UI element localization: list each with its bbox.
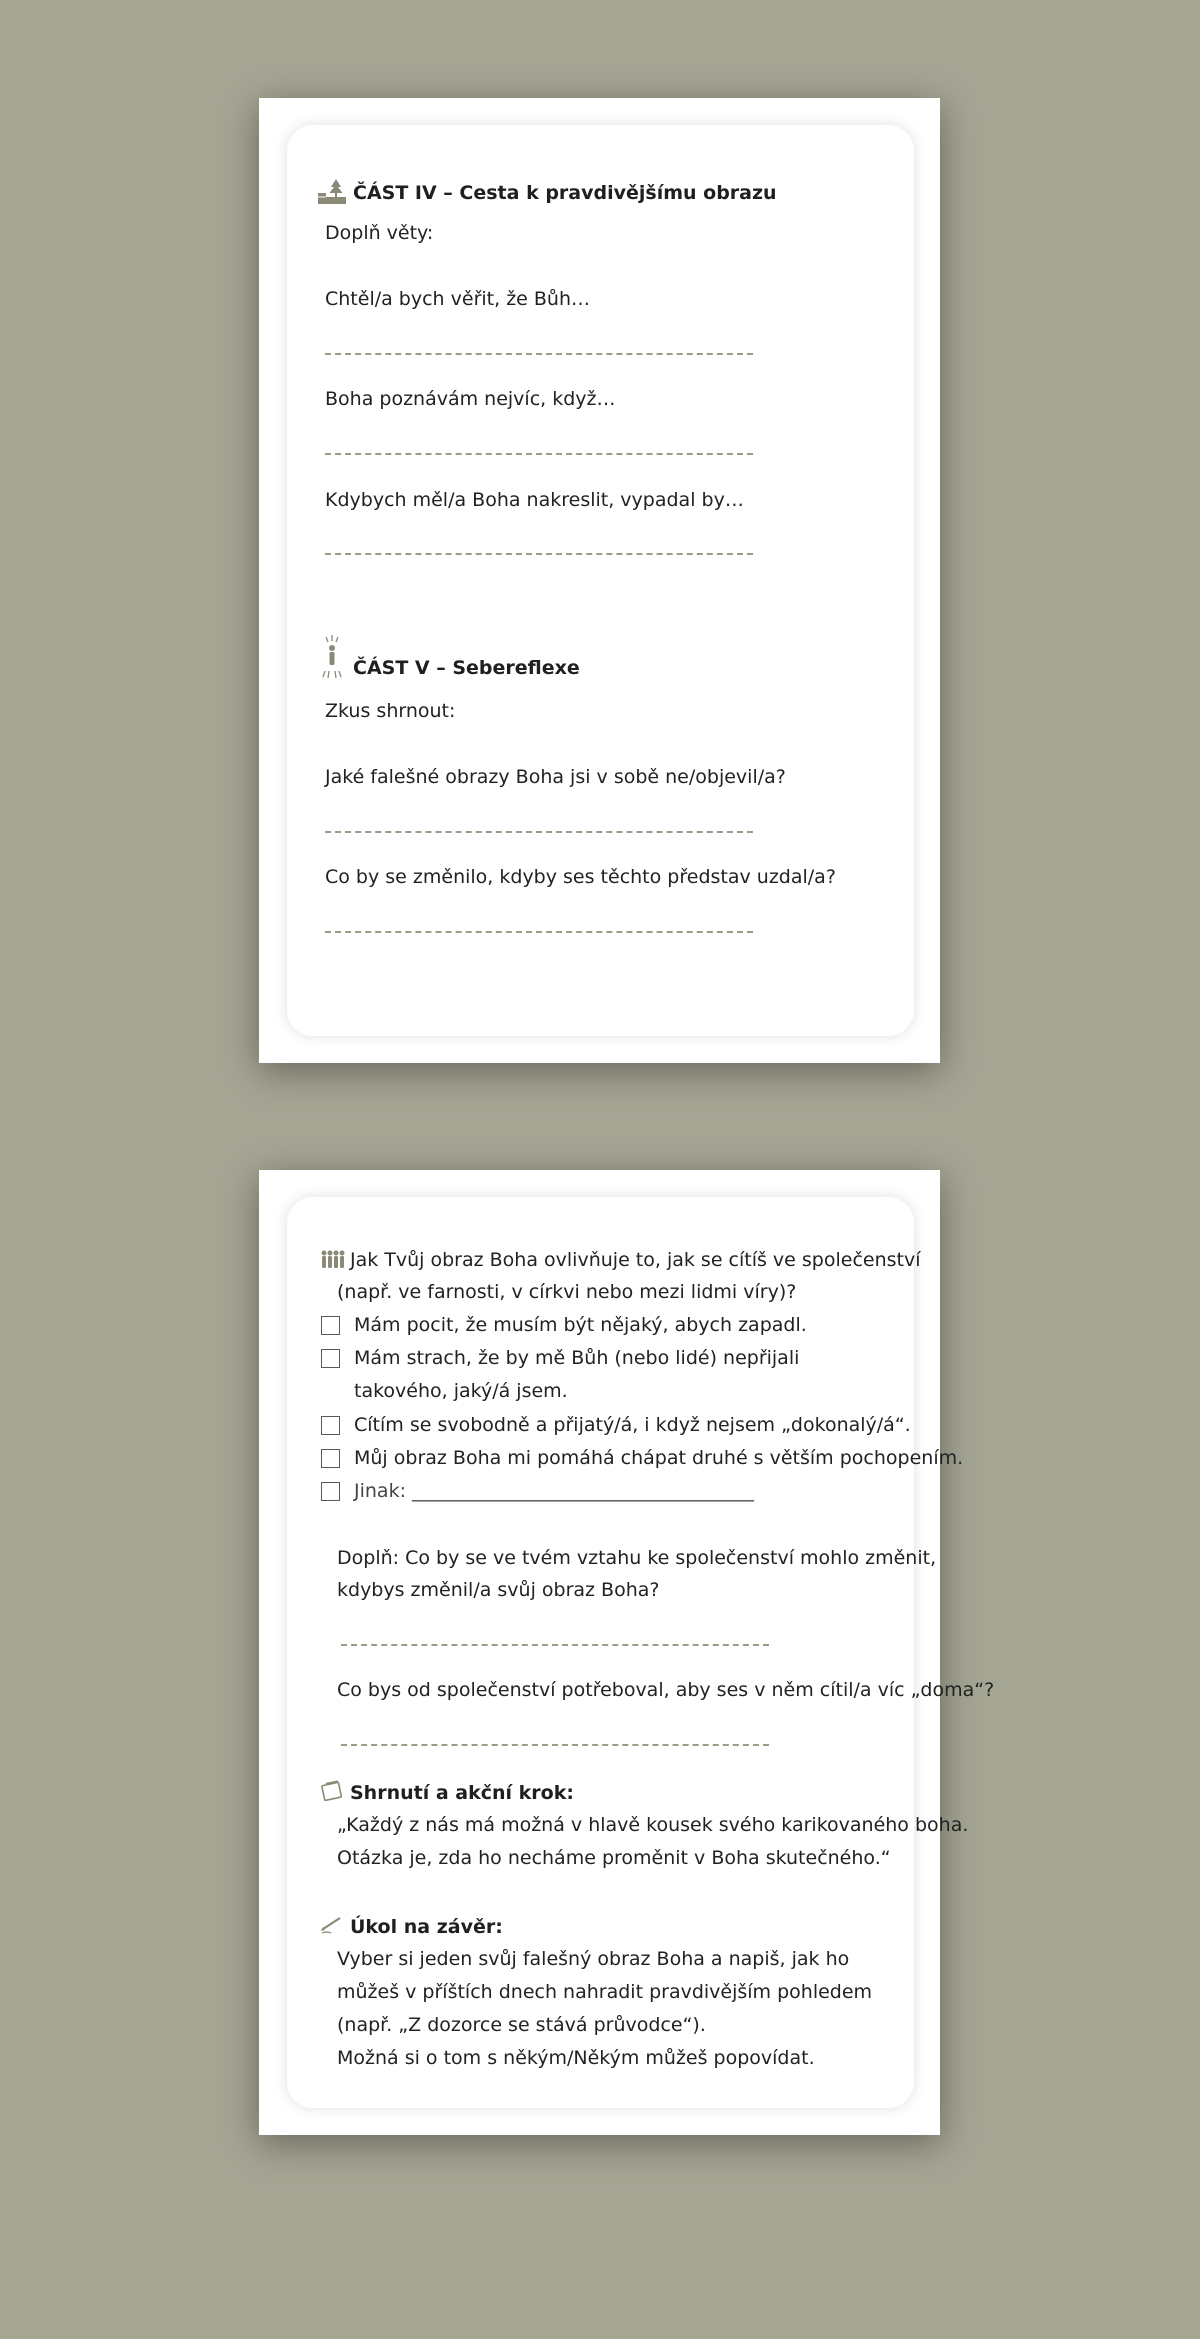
answer-line[interactable]	[341, 1744, 769, 1746]
notepad-icon	[319, 1779, 345, 1803]
answer-line[interactable]	[325, 931, 753, 933]
option-checkbox[interactable]	[321, 1349, 340, 1368]
answer-line[interactable]	[325, 353, 753, 355]
option-label: Mám pocit, že musím být nějaký, abych zapadl.	[354, 1314, 807, 1336]
final-task-line-4: Možná si o tom s někým/Někým můžeš popovídat.	[337, 2047, 815, 2069]
final-task-title: Úkol na závěr:	[350, 1916, 503, 1938]
worksheet-card-1	[287, 125, 914, 1036]
option-label: Můj obraz Boha mi pomáhá chápat druhé s větším pochopením.	[354, 1447, 964, 1469]
part-4-prompt-1: Chtěl/a bych věřit, že Bůh…	[325, 288, 591, 310]
part-4-prompt-2: Boha poznávám nejvíc, když…	[325, 388, 616, 410]
worksheet-page-2	[259, 1170, 995, 2135]
answer-line[interactable]	[325, 831, 753, 833]
pencil-icon	[319, 1913, 345, 1935]
part-5-instruction: Zkus shrnout:	[325, 700, 456, 722]
option-label-continued: takového, jaký/á jsem.	[354, 1380, 568, 1402]
summary-quote-line-1: „Každý z nás má možná v hlavě kousek svého karikovaného boha.	[337, 1814, 969, 1836]
answer-line[interactable]	[325, 553, 753, 555]
option-checkbox[interactable]	[321, 1449, 340, 1468]
final-task-line-1: Vyber si jeden svůj falešný obraz Boha a napiš, jak ho	[337, 1948, 850, 1970]
community-question-line-2: (např. ve farnosti, v církvi nebo mezi lidmi víry)?	[337, 1281, 797, 1303]
part-5-title: ČÁST V – Sebereflexe	[353, 657, 580, 679]
part-5-prompt-2: Co by se změnilo, kdyby ses těchto představ uzdal/a?	[325, 866, 836, 888]
fill-in-question-line-2: kdybys změnil/a svůj obraz Boha?	[337, 1579, 660, 1601]
option-checkbox[interactable]	[321, 1316, 340, 1335]
group-of-people-icon	[319, 1249, 347, 1271]
fill-in-question-line-1: Doplň: Co by se ve tvém vztahu ke společenství mohlo změnit,	[337, 1547, 937, 1569]
part-4-instruction: Doplň věty:	[325, 222, 434, 244]
option-checkbox[interactable]	[321, 1482, 340, 1501]
fill-in-question-2: Co bys od společenství potřeboval, aby ses v něm cítil/a víc „doma“?	[337, 1679, 995, 1701]
part-4-title: ČÁST IV – Cesta k pravdivějšímu obrazu	[353, 182, 777, 204]
option-label: Mám strach, že by mě Bůh (nebo lidé) nepřijali	[354, 1347, 800, 1369]
worksheet-page-1	[259, 98, 940, 1063]
part-5-prompt-1: Jaké falešné obrazy Boha jsi v sobě ne/objevil/a?	[325, 766, 786, 788]
person-rays-icon	[321, 633, 343, 681]
final-task-line-3: (např. „Z dozorce se stává průvodce“).	[337, 2014, 706, 2036]
option-other-label[interactable]: Jinak: ____________________________________	[354, 1480, 755, 1502]
summary-title: Shrnutí a akční krok:	[350, 1782, 574, 1804]
summary-quote-line-2: Otázka je, zda ho necháme proměnit v Boha skutečného.“	[337, 1847, 891, 1869]
final-task-line-2: můžeš v příštích dnech nahradit pravdivějším pohledem	[337, 1981, 873, 2003]
community-question-line-1: Jak Tvůj obraz Boha ovlivňuje to, jak se cítíš ve společenství	[350, 1249, 921, 1271]
option-label: Cítím se svobodně a přijatý/á, i když nejsem „dokonalý/á“.	[354, 1414, 911, 1436]
worksheet-card-2	[287, 1197, 995, 2108]
answer-line[interactable]	[341, 1644, 769, 1646]
part-4-prompt-3: Kdybych měl/a Boha nakreslit, vypadal by…	[325, 489, 744, 511]
answer-line[interactable]	[325, 453, 753, 455]
option-checkbox[interactable]	[321, 1416, 340, 1435]
landscape-icon	[317, 177, 347, 207]
